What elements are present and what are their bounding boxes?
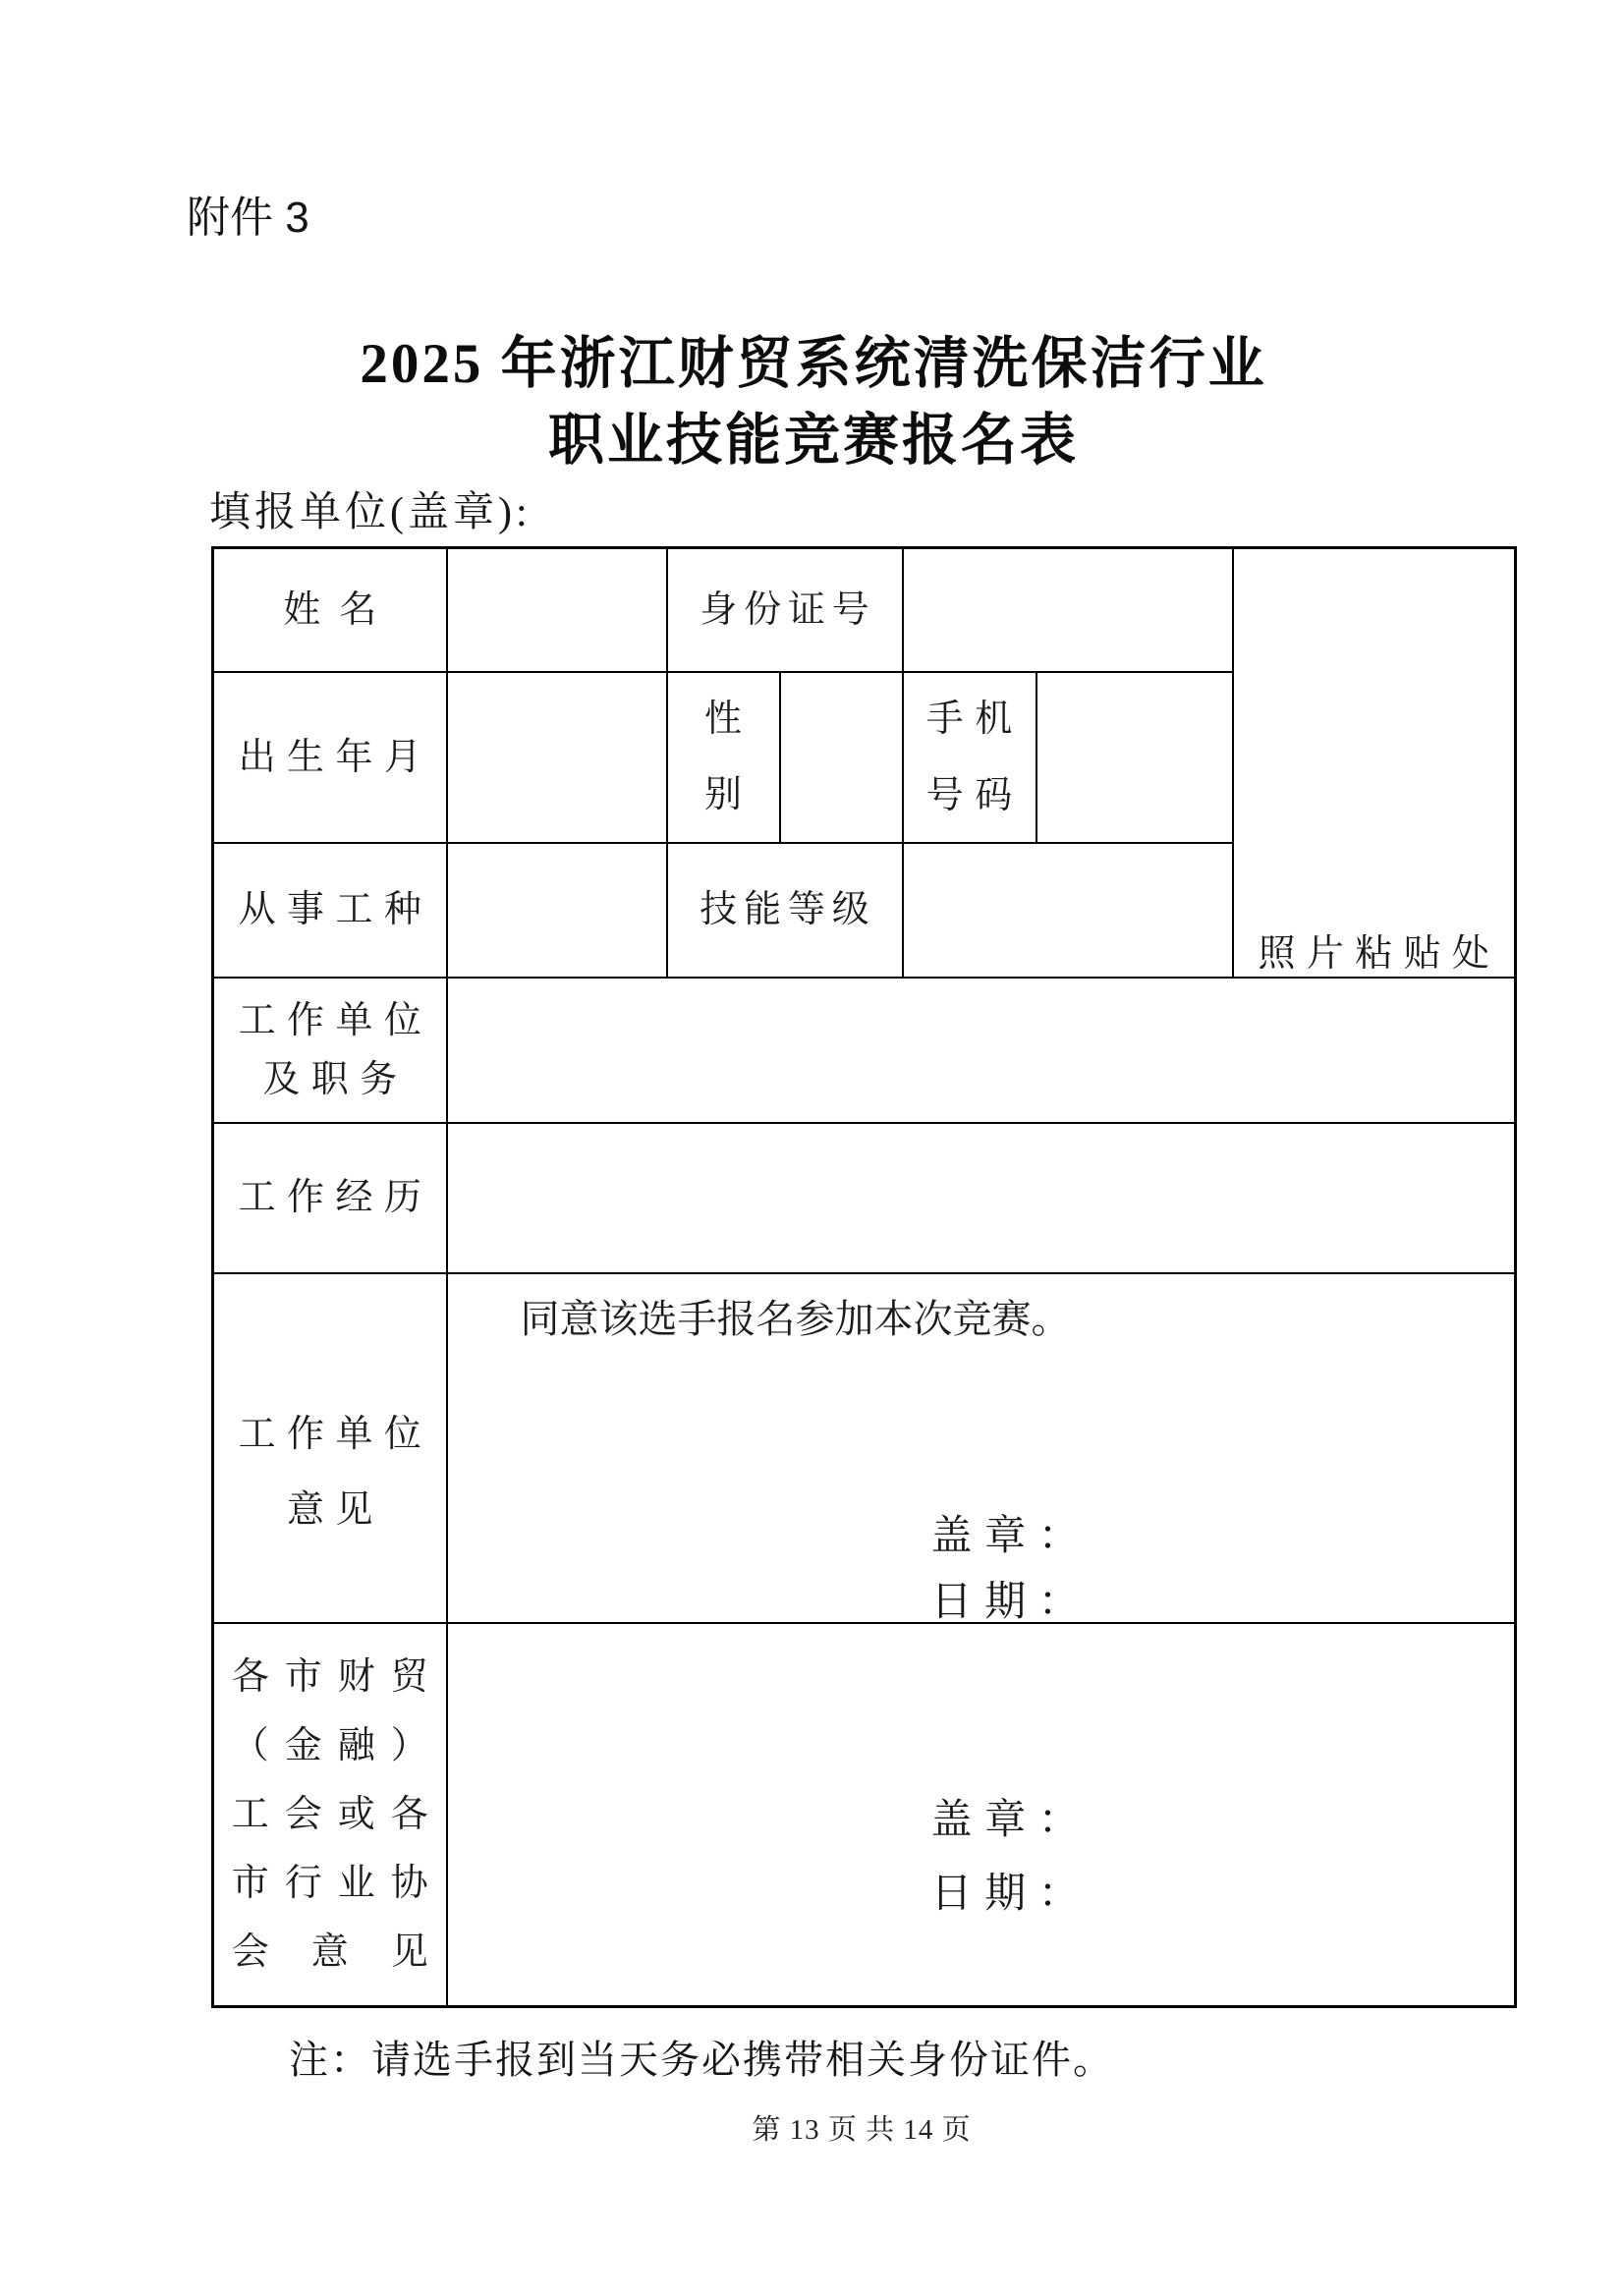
skill-level-label-cell	[667, 843, 903, 978]
title-line-1: 2025 年浙江财贸系统清洗保洁行业	[360, 333, 1267, 395]
occupation-value-cell[interactable]	[447, 843, 667, 978]
unit-opinion-approval-text: 同意该选手报名参加本次竞赛。	[520, 1296, 1071, 1341]
unit-opinion-content-cell[interactable]	[447, 1273, 1516, 1623]
work-unit-position-label: 工作单位 及职务	[238, 999, 433, 1100]
unit-opinion-label: 工作单位 意见	[238, 1413, 433, 1531]
skill-level-label: 技能等级	[700, 889, 876, 930]
mobile-label: 手机 号码	[925, 698, 1024, 816]
id-number-label-cell	[667, 548, 903, 672]
name-label-cell	[213, 548, 447, 672]
id-number-value-cell[interactable]	[903, 548, 1233, 672]
occupation-label: 从事工种	[238, 889, 433, 930]
gender-label: 性 别	[703, 698, 742, 815]
gender-label-cell	[667, 672, 780, 843]
work-unit-position-label-cell	[213, 978, 447, 1123]
mobile-label-cell	[903, 672, 1036, 843]
table-row-name-id	[213, 548, 1516, 672]
work-experience-label-cell	[213, 1123, 447, 1273]
title-line-2: 职业技能竞赛报名表	[548, 410, 1079, 472]
skill-level-value-cell[interactable]	[903, 843, 1233, 978]
table-row-city-opinion	[213, 1623, 1516, 2007]
page-number: 第 13 页 共 14 页	[752, 2114, 972, 2146]
city-opinion-content-cell[interactable]	[447, 1623, 1516, 2007]
occupation-label-cell	[213, 843, 447, 978]
name-value-cell[interactable]	[447, 548, 667, 672]
unit-stamp-label: 盖章：	[930, 1513, 1092, 1559]
work-experience-value-cell[interactable]	[447, 1123, 1516, 1273]
mobile-value-cell[interactable]	[1036, 672, 1233, 843]
birth-date-label: 出生年月	[238, 736, 433, 778]
fill-unit-label: 填报单位(盖章):	[209, 490, 532, 535]
document-title	[360, 326, 1266, 479]
unit-opinion-label-cell	[213, 1273, 447, 1623]
unit-date-label: 日期：	[930, 1579, 1092, 1623]
city-opinion-label-cell	[213, 1623, 447, 2007]
city-opinion-stamp-block	[931, 1784, 1092, 1931]
photo-paste-label: 照片粘贴处	[1258, 932, 1501, 975]
work-unit-position-value-cell[interactable]	[447, 978, 1516, 1123]
birth-date-label-cell	[213, 672, 447, 843]
work-experience-label: 工作经历	[238, 1177, 433, 1218]
table-row-work-experience	[213, 1123, 1516, 1273]
id-number-label: 身份证号	[700, 588, 876, 631]
gender-value-cell[interactable]	[780, 672, 903, 843]
unit-opinion-stamp-block	[931, 1504, 1092, 1623]
birth-date-value-cell[interactable]	[447, 672, 667, 843]
photo-paste-cell	[1233, 548, 1516, 978]
city-opinion-label: 各市财贸 （金融） 工会或各 市行业协 会意见	[231, 1655, 428, 1973]
registration-form-table	[211, 546, 1517, 2008]
table-row-work-unit-position	[213, 978, 1516, 1123]
city-date-label: 日期：	[930, 1871, 1092, 1917]
name-label: 姓名	[283, 588, 396, 631]
city-stamp-label: 盖章：	[930, 1797, 1092, 1843]
attachment-label: 附件 3	[187, 194, 309, 242]
footnote: 注：请选手报到当天务必携带相关身份证件。	[289, 2038, 1114, 2082]
table-row-unit-opinion	[213, 1273, 1516, 1623]
